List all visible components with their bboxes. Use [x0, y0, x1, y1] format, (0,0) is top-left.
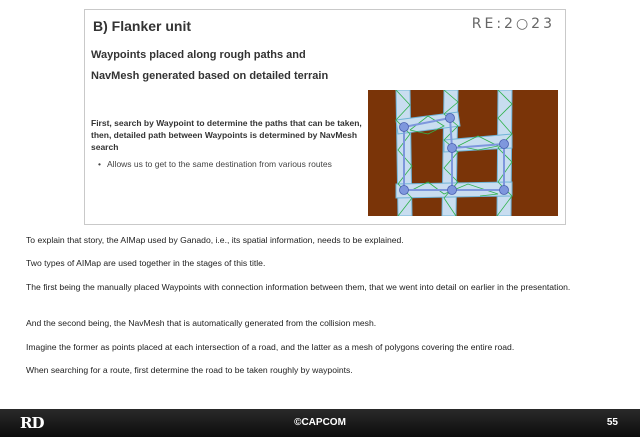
waypoint-node [446, 114, 455, 123]
waypoint-node [448, 144, 457, 153]
slide-heading-line1: Waypoints placed along rough paths and [91, 49, 306, 61]
footer-bar [0, 409, 640, 437]
re2023-logo: RE:2○23 [471, 16, 555, 32]
slide-title: B) Flanker unit [93, 18, 192, 34]
note-paragraph: The first being the manually placed Waypoints with connection information between them, that we went into detail on earlier in the presentation. [26, 282, 571, 292]
waypoint-node [500, 186, 509, 195]
slide-bullet [98, 158, 357, 170]
slide-body-text: First, search by Waypoint to determine the paths that can be taken, then, detailed path between Waypoints is determined by NavMesh search [91, 118, 362, 152]
page-number: 55 [606, 417, 618, 428]
slide-heading-line2: NavMesh generated based on detailed terrain [91, 70, 329, 82]
note-paragraph: And the second being, the NavMesh that is automatically generated from the collision mesh. [26, 318, 377, 328]
bullet-dot-icon: • [98, 159, 101, 169]
note-paragraph: Two types of AIMap are used together in the stages of this title. [26, 258, 266, 268]
note-paragraph: To explain that story, the AIMap used by Ganado, i.e., its spatial information, needs to be explained. [26, 235, 404, 245]
waypoint-node [400, 186, 409, 195]
slide-bullet-text: Allows us to get to the same destination from various routes [107, 159, 332, 169]
waypoint-node [400, 123, 409, 132]
navmesh-diagram [368, 90, 558, 216]
copyright-text: ©CAPCOM [294, 417, 346, 428]
slide-panel [84, 9, 566, 225]
waypoint-node [500, 140, 509, 149]
waypoint-node [448, 186, 457, 195]
rd-logo: RD [20, 414, 44, 432]
note-paragraph: Imagine the former as points placed at each intersection of a road, and the latter as a mesh of polygons covering the entire road. [26, 342, 515, 352]
note-paragraph: When searching for a route, first determine the road to be taken roughly by waypoints. [26, 365, 353, 375]
